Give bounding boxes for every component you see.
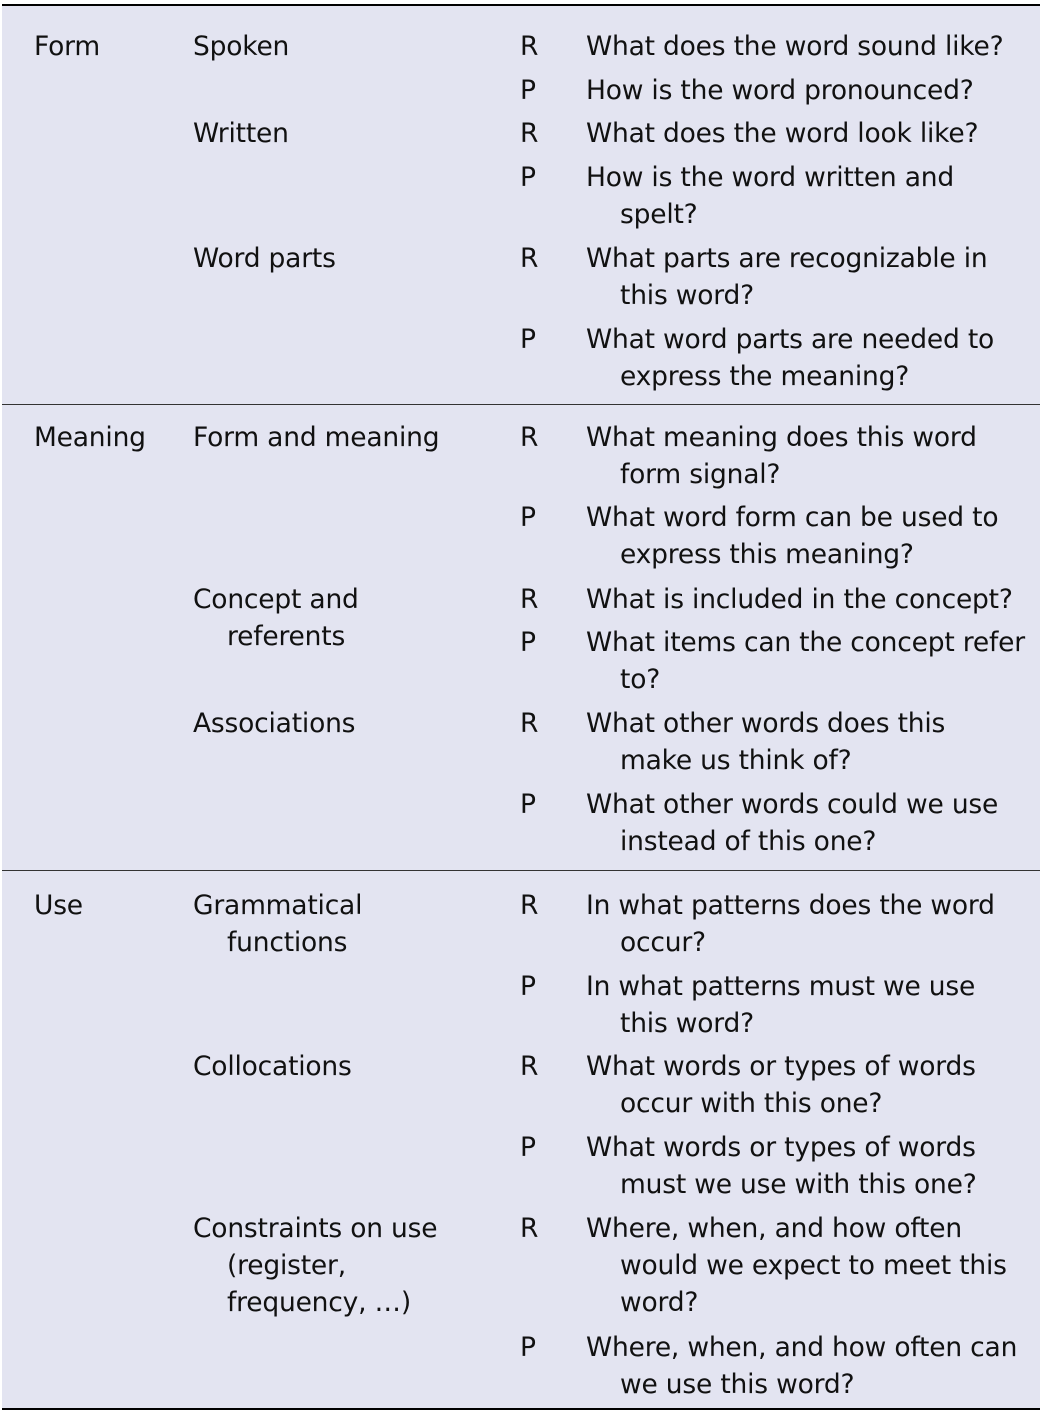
- text-line: What items can the concept refer: [586, 627, 1025, 658]
- aspect-label: [193, 705, 355, 742]
- aspect-label: [193, 28, 289, 65]
- text-line: form signal?: [620, 459, 781, 490]
- category-label: Meaning: [34, 422, 146, 453]
- text-line: Concept and: [193, 584, 359, 615]
- text-line: Associations: [193, 708, 356, 739]
- aspect-label: [193, 581, 359, 655]
- text-line: How is the word written and: [586, 162, 954, 193]
- question-text: [586, 115, 978, 152]
- aspect-label: [193, 419, 439, 456]
- text-line: to?: [620, 664, 661, 695]
- receptive-productive-marker: P: [520, 627, 536, 658]
- question-text: [586, 159, 954, 233]
- aspect-label: [193, 1048, 352, 1085]
- text-line: What words or types of words: [586, 1051, 976, 1082]
- text-line: spelt?: [620, 199, 698, 230]
- receptive-productive-marker: R: [520, 890, 539, 921]
- receptive-productive-marker: R: [520, 708, 539, 739]
- text-line: occur with this one?: [620, 1088, 883, 1119]
- question-text: [586, 1329, 1017, 1403]
- category-label: Form: [34, 31, 100, 62]
- text-line: In what patterns must we use: [586, 971, 976, 1002]
- text-line: referents: [227, 621, 346, 652]
- receptive-productive-marker: P: [520, 162, 536, 193]
- text-line: this word?: [620, 1008, 754, 1039]
- receptive-productive-marker: R: [520, 1213, 539, 1244]
- receptive-productive-marker: P: [520, 1332, 536, 1363]
- text-line: word?: [620, 1287, 699, 1318]
- text-line: In what patterns does the word: [586, 890, 995, 921]
- receptive-productive-marker: R: [520, 584, 539, 615]
- text-line: Written: [193, 118, 289, 149]
- aspect-label: [193, 115, 289, 152]
- text-line: What meaning does this word: [586, 422, 977, 453]
- text-line: we use this word?: [620, 1369, 855, 1400]
- text-line: must we use with this one?: [620, 1169, 977, 1200]
- question-text: [586, 786, 998, 860]
- text-line: this word?: [620, 280, 754, 311]
- text-line: Word parts: [193, 243, 336, 274]
- question-text: [586, 968, 975, 1042]
- table-group: [2, 6, 1040, 404]
- table-group: [2, 404, 1040, 870]
- text-line: make us think of?: [620, 745, 852, 776]
- text-line: What words or types of words: [586, 1132, 976, 1163]
- aspect-label: [193, 240, 336, 277]
- question-text: [586, 321, 994, 395]
- question-text: [586, 499, 998, 573]
- receptive-productive-marker: R: [520, 31, 539, 62]
- receptive-productive-marker: P: [520, 75, 536, 106]
- receptive-productive-marker: R: [520, 1051, 539, 1082]
- text-line: What word parts are needed to: [586, 324, 995, 355]
- text-line: How is the word pronounced?: [586, 75, 974, 106]
- text-line: Grammatical: [193, 890, 363, 921]
- text-line: What is included in the concept?: [586, 584, 1013, 615]
- text-line: Form and meaning: [193, 422, 440, 453]
- text-line: What other words does this: [586, 708, 946, 739]
- text-line: What does the word sound like?: [586, 31, 1004, 62]
- text-line: frequency, …): [227, 1287, 411, 1318]
- question-text: [586, 28, 1003, 65]
- question-text: [586, 887, 995, 961]
- question-text: [586, 581, 1013, 618]
- text-line: Where, when, and how often: [586, 1213, 962, 1244]
- word-knowledge-table: [2, 4, 1040, 1410]
- text-line: (register,: [227, 1250, 346, 1281]
- text-line: Collocations: [193, 1051, 352, 1082]
- text-line: express the meaning?: [620, 361, 910, 392]
- question-text: [586, 624, 1025, 698]
- question-text: [586, 1210, 1007, 1321]
- text-line: express this meaning?: [620, 539, 914, 570]
- text-line: would we expect to meet this: [620, 1250, 1007, 1281]
- text-line: What parts are recognizable in: [586, 243, 988, 274]
- receptive-productive-marker: P: [520, 789, 536, 820]
- aspect-label: [193, 887, 362, 961]
- question-text: [586, 1129, 977, 1203]
- receptive-productive-marker: P: [520, 971, 536, 1002]
- text-line: Where, when, and how often can: [586, 1332, 1018, 1363]
- receptive-productive-marker: P: [520, 502, 536, 533]
- question-text: [586, 240, 988, 314]
- text-line: What word form can be used to: [586, 502, 999, 533]
- text-line: Spoken: [193, 31, 290, 62]
- question-text: [586, 419, 977, 493]
- table-group: [2, 870, 1040, 1410]
- receptive-productive-marker: R: [520, 243, 539, 274]
- receptive-productive-marker: P: [520, 324, 536, 355]
- text-line: instead of this one?: [620, 826, 877, 857]
- question-text: [586, 72, 974, 109]
- text-line: functions: [227, 927, 348, 958]
- aspect-label: [193, 1210, 437, 1321]
- text-line: Constraints on use: [193, 1213, 438, 1244]
- question-text: [586, 1048, 976, 1122]
- text-line: What does the word look like?: [586, 118, 979, 149]
- question-text: [586, 705, 945, 779]
- receptive-productive-marker: R: [520, 118, 539, 149]
- category-label: Use: [34, 890, 83, 921]
- receptive-productive-marker: R: [520, 422, 539, 453]
- receptive-productive-marker: P: [520, 1132, 536, 1163]
- text-line: What other words could we use: [586, 789, 999, 820]
- text-line: occur?: [620, 927, 706, 958]
